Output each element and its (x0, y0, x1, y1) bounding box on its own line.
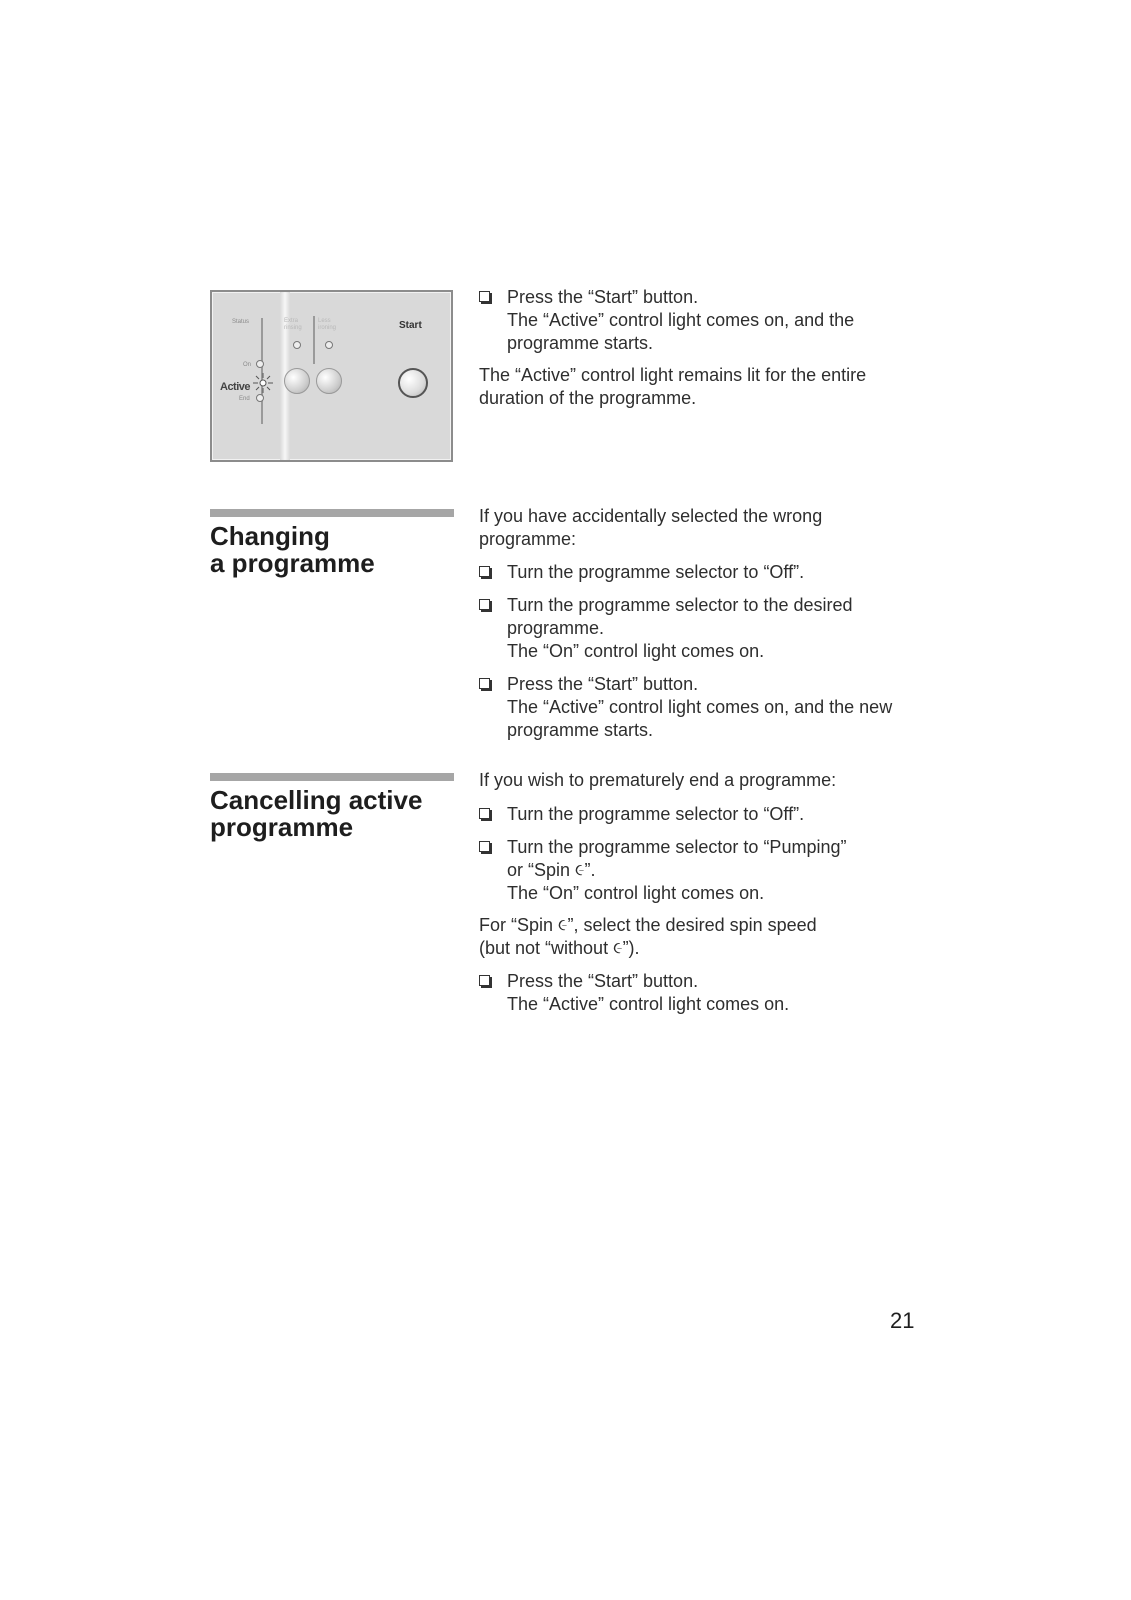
spin-icon: ૯ (558, 917, 568, 934)
page-number: 21 (890, 1308, 915, 1333)
status-label: Status (232, 319, 250, 325)
section-heading-cancelling: Cancelling active programme (210, 785, 423, 842)
spin-icon: ૯ (575, 862, 585, 879)
extra-rinsing-button (284, 368, 310, 394)
list-item: Turn the programme selector to “Off”. (479, 561, 804, 584)
checkbox-bullet-icon (479, 678, 490, 689)
less-ironing-button (316, 368, 342, 394)
section-heading-changing: Changing a programme (210, 521, 375, 578)
checkbox-bullet-icon (479, 841, 490, 852)
on-label: On (243, 362, 252, 368)
checkbox-bullet-icon (479, 566, 490, 577)
end-label: End (239, 396, 250, 402)
column-divider (313, 316, 315, 364)
start-button-illustration (398, 368, 428, 398)
end-led (256, 394, 264, 402)
section-rule (210, 773, 454, 781)
list-item: Press the “Start” button. The “Active” control light comes on, and the programme starts. (479, 286, 854, 355)
active-led-glow-icon (252, 372, 274, 394)
spin-speed-note: For “Spin ૯”, select the desired spin speed (but not “without ૯”). (479, 915, 817, 958)
on-led (256, 360, 264, 368)
changing-lead: If you have accidentally selected the wrong programme: (479, 506, 823, 549)
less-ironing-label: Less ironing (318, 318, 337, 331)
checkbox-bullet-icon (479, 291, 490, 302)
extra-rinsing-led (293, 341, 301, 349)
list-item: Press the “Start” button. The “Active” control light comes on. (479, 970, 789, 1016)
list-item: Turn the programme selector to “Off”. (479, 803, 804, 826)
section-rule (210, 509, 454, 517)
list-item: Turn the programme selector to “Pumping” or “Spin ૯”. The “On” control light comes on. (479, 836, 846, 905)
extra-rinsing-label: Extra rinsing (284, 318, 302, 331)
control-panel-illustration (210, 290, 453, 462)
checkbox-bullet-icon (479, 808, 490, 819)
less-ironing-led (325, 341, 333, 349)
status-line (261, 318, 263, 424)
spin-icon: ૯ (613, 940, 623, 957)
checkbox-bullet-icon (479, 975, 490, 986)
checkbox-bullet-icon (479, 599, 490, 610)
list-item: Turn the programme selector to the desired programme. The “On” control light comes on. (479, 594, 853, 663)
cancelling-lead: If you wish to prematurely end a programme: (479, 770, 837, 790)
active-label: Active (220, 381, 251, 393)
active-note: The “Active” control light remains lit for the entire duration of the programme. (479, 365, 867, 408)
list-item: Press the “Start” button. The “Active” control light comes on, and the new programme starts. (479, 673, 892, 742)
start-label: Start (399, 320, 422, 331)
